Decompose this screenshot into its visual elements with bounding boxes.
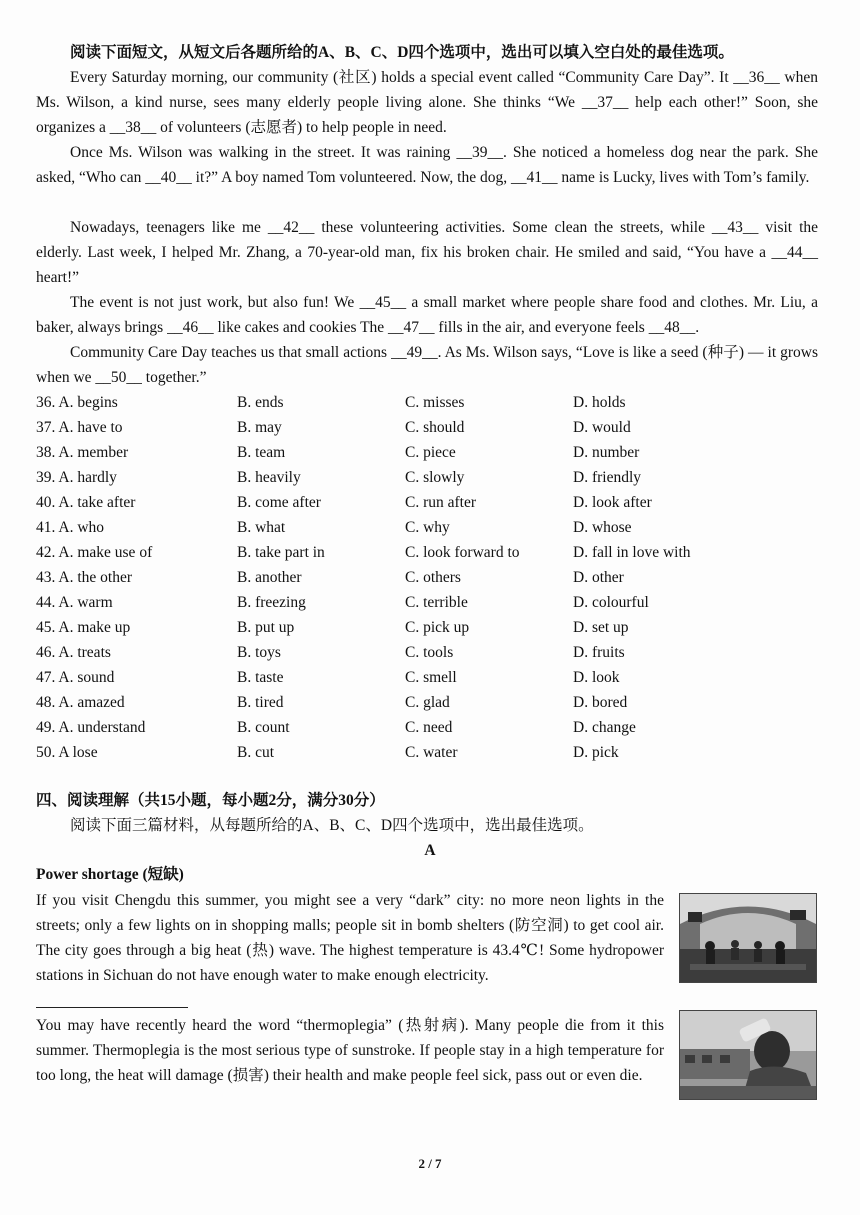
option-c: C. why	[405, 519, 450, 536]
option-c: C. others	[405, 569, 461, 586]
option-c: C. terrible	[405, 594, 468, 611]
option-b: B. freezing	[237, 594, 306, 611]
cloze-paragraph-2: Once Ms. Wilson was walking in the street. It was raining __39__. She noticed a homeless dog near the park. She asked, “Who can __40__ it?” A boy named Tom volunteered. Now, the dog, __41__ name is Lucky, lives with Tom’s family.	[36, 144, 818, 186]
option-c: C. piece	[405, 444, 456, 461]
option-c: C. tools	[405, 644, 454, 661]
cloze-paragraph-5: Community Care Day teaches us that small actions __49__. As Ms. Wilson says, “Love is like a seed (种子) — it grows when we __50__ together.”	[36, 344, 818, 386]
option-a: 48. A. amazed	[36, 694, 125, 711]
option-b: B. taste	[237, 669, 284, 686]
cloze-instruction: 阅读下面短文，从短文后各题所给的A、B、C、D四个选项中，选出可以填入空白处的最佳选项。	[70, 44, 734, 61]
options-row-46	[36, 640, 818, 665]
option-a: 38. A. member	[36, 444, 129, 461]
option-c: C. smell	[405, 669, 457, 686]
option-b: B. heavily	[237, 469, 301, 486]
option-d: D. would	[573, 419, 631, 436]
option-b: B. may	[237, 419, 282, 436]
cloze-paragraph-1: Every Saturday morning, our community (社区) holds a special event called “Community Care Day”. It __36__ when Ms. Wilson, a kind nurse, sees many elderly people living alone. She thinks “We __37__ help each other!” Soon, she organizes a __38__ of volunteers (志愿者) to help people in need.	[36, 69, 818, 136]
option-c: C. glad	[405, 694, 450, 711]
option-d: D. friendly	[573, 469, 642, 486]
option-a: 43. A. the other	[36, 569, 132, 586]
option-b: B. count	[237, 719, 290, 736]
option-a: 37. A. have to	[36, 419, 123, 436]
options-row-48	[36, 690, 818, 715]
option-d: D. number	[573, 444, 640, 461]
option-b: B. another	[237, 569, 302, 586]
options-row-38	[36, 440, 818, 465]
options-row-45	[36, 615, 818, 640]
passage-paragraph-2: You may have recently heard the word “thermoplegia” (热射病). Many people die from it this summer. Thermoplegia is the most serious type of sunstroke. If people stay in a high temperature for too long, the heat will damage (损害) their health and make people feel sick, pass out or even die.	[36, 1017, 664, 1084]
heat-drinking-photo	[679, 1010, 817, 1100]
option-d: D. colourful	[573, 594, 649, 611]
option-d: D. pick	[573, 744, 619, 761]
option-d: D. change	[573, 719, 636, 736]
option-a: 36. A. begins	[36, 394, 118, 411]
option-d: D. fall in love with	[573, 544, 691, 561]
passage-paragraph-1: If you visit Chengdu this summer, you might see a very “dark” city: no more neon lights in the streets; only a few lights on in shopping malls; people sit in bomb shelters (防空洞) to get cool air. The city goes through a big heat (热) wave. The highest temperature is 43.4℃! Some hydropower stations in Sichuan do not have enough water to make enough electricity.	[36, 892, 664, 984]
options-row-44	[36, 590, 818, 615]
option-a: 44. A. warm	[36, 594, 113, 611]
options-row-47	[36, 665, 818, 690]
options-row-50	[36, 740, 818, 765]
option-b: B. toys	[237, 644, 281, 661]
option-b: B. tired	[237, 694, 284, 711]
option-b: B. what	[237, 519, 286, 536]
section-4-title: 四、阅读理解（共15小题，每小题2分，满分30分）	[36, 792, 385, 809]
options-row-40	[36, 490, 818, 515]
option-c: C. need	[405, 719, 453, 736]
option-c: C. should	[405, 419, 465, 436]
cloze-paragraph-4: The event is not just work, but also fun! We __45__ a small market where people share food and clothes. Mr. Liu, a baker, always brings __46__ like cakes and cookies The __47__ fills in the air, and everyone feels __48__.	[36, 294, 818, 336]
option-d: D. fruits	[573, 644, 625, 661]
section-4-instruction: 阅读下面三篇材料，从每题所给的A、B、C、D四个选项中，选出最佳选项。	[70, 817, 594, 834]
passage-label: A	[424, 842, 436, 859]
options-row-37	[36, 415, 818, 440]
option-b: B. ends	[237, 394, 284, 411]
option-a: 47. A. sound	[36, 669, 115, 686]
options-row-41	[36, 515, 818, 540]
cloze-paragraph-3: Nowadays, teenagers like me __42__ these volunteering activities. Some clean the streets, while __43__ visit the elderly. Last week, I helped Mr. Zhang, a 70-year-old man, fix his broken chair. He smiled and said, “You have a __44__ heart!”	[36, 219, 818, 286]
option-a: 41. A. who	[36, 519, 105, 536]
option-a: 42. A. make use of	[36, 544, 153, 561]
option-d: D. look after	[573, 494, 652, 511]
option-d: D. whose	[573, 519, 632, 536]
options-row-49	[36, 715, 818, 740]
option-c: C. look forward to	[405, 544, 520, 561]
options-row-39	[36, 465, 818, 490]
options-row-43	[36, 565, 818, 590]
passage-heading: Power shortage (短缺)	[36, 866, 184, 883]
option-a: 46. A. treats	[36, 644, 111, 661]
option-d: D. holds	[573, 394, 626, 411]
option-b: B. put up	[237, 619, 295, 636]
option-c: C. misses	[405, 394, 465, 411]
options-row-36	[36, 390, 818, 415]
option-d: D. other	[573, 569, 624, 586]
option-b: B. come after	[237, 494, 321, 511]
option-d: D. set up	[573, 619, 629, 636]
option-d: D. bored	[573, 694, 628, 711]
option-a: 39. A. hardly	[36, 469, 117, 486]
option-a: 50. A lose	[36, 744, 98, 761]
option-c: C. slowly	[405, 469, 465, 486]
option-c: C. pick up	[405, 619, 470, 636]
option-b: B. take part in	[237, 544, 325, 561]
separator-line	[36, 1007, 188, 1008]
bomb-shelter-photo	[679, 893, 817, 983]
page-number: 2 / 7	[418, 1156, 442, 1171]
option-c: C. run after	[405, 494, 477, 511]
options-row-42	[36, 540, 818, 565]
option-a: 49. A. understand	[36, 719, 146, 736]
option-b: B. cut	[237, 744, 275, 761]
option-a: 40. A. take after	[36, 494, 136, 511]
option-d: D. look	[573, 669, 620, 686]
option-c: C. water	[405, 744, 458, 761]
option-b: B. team	[237, 444, 286, 461]
option-a: 45. A. make up	[36, 619, 131, 636]
